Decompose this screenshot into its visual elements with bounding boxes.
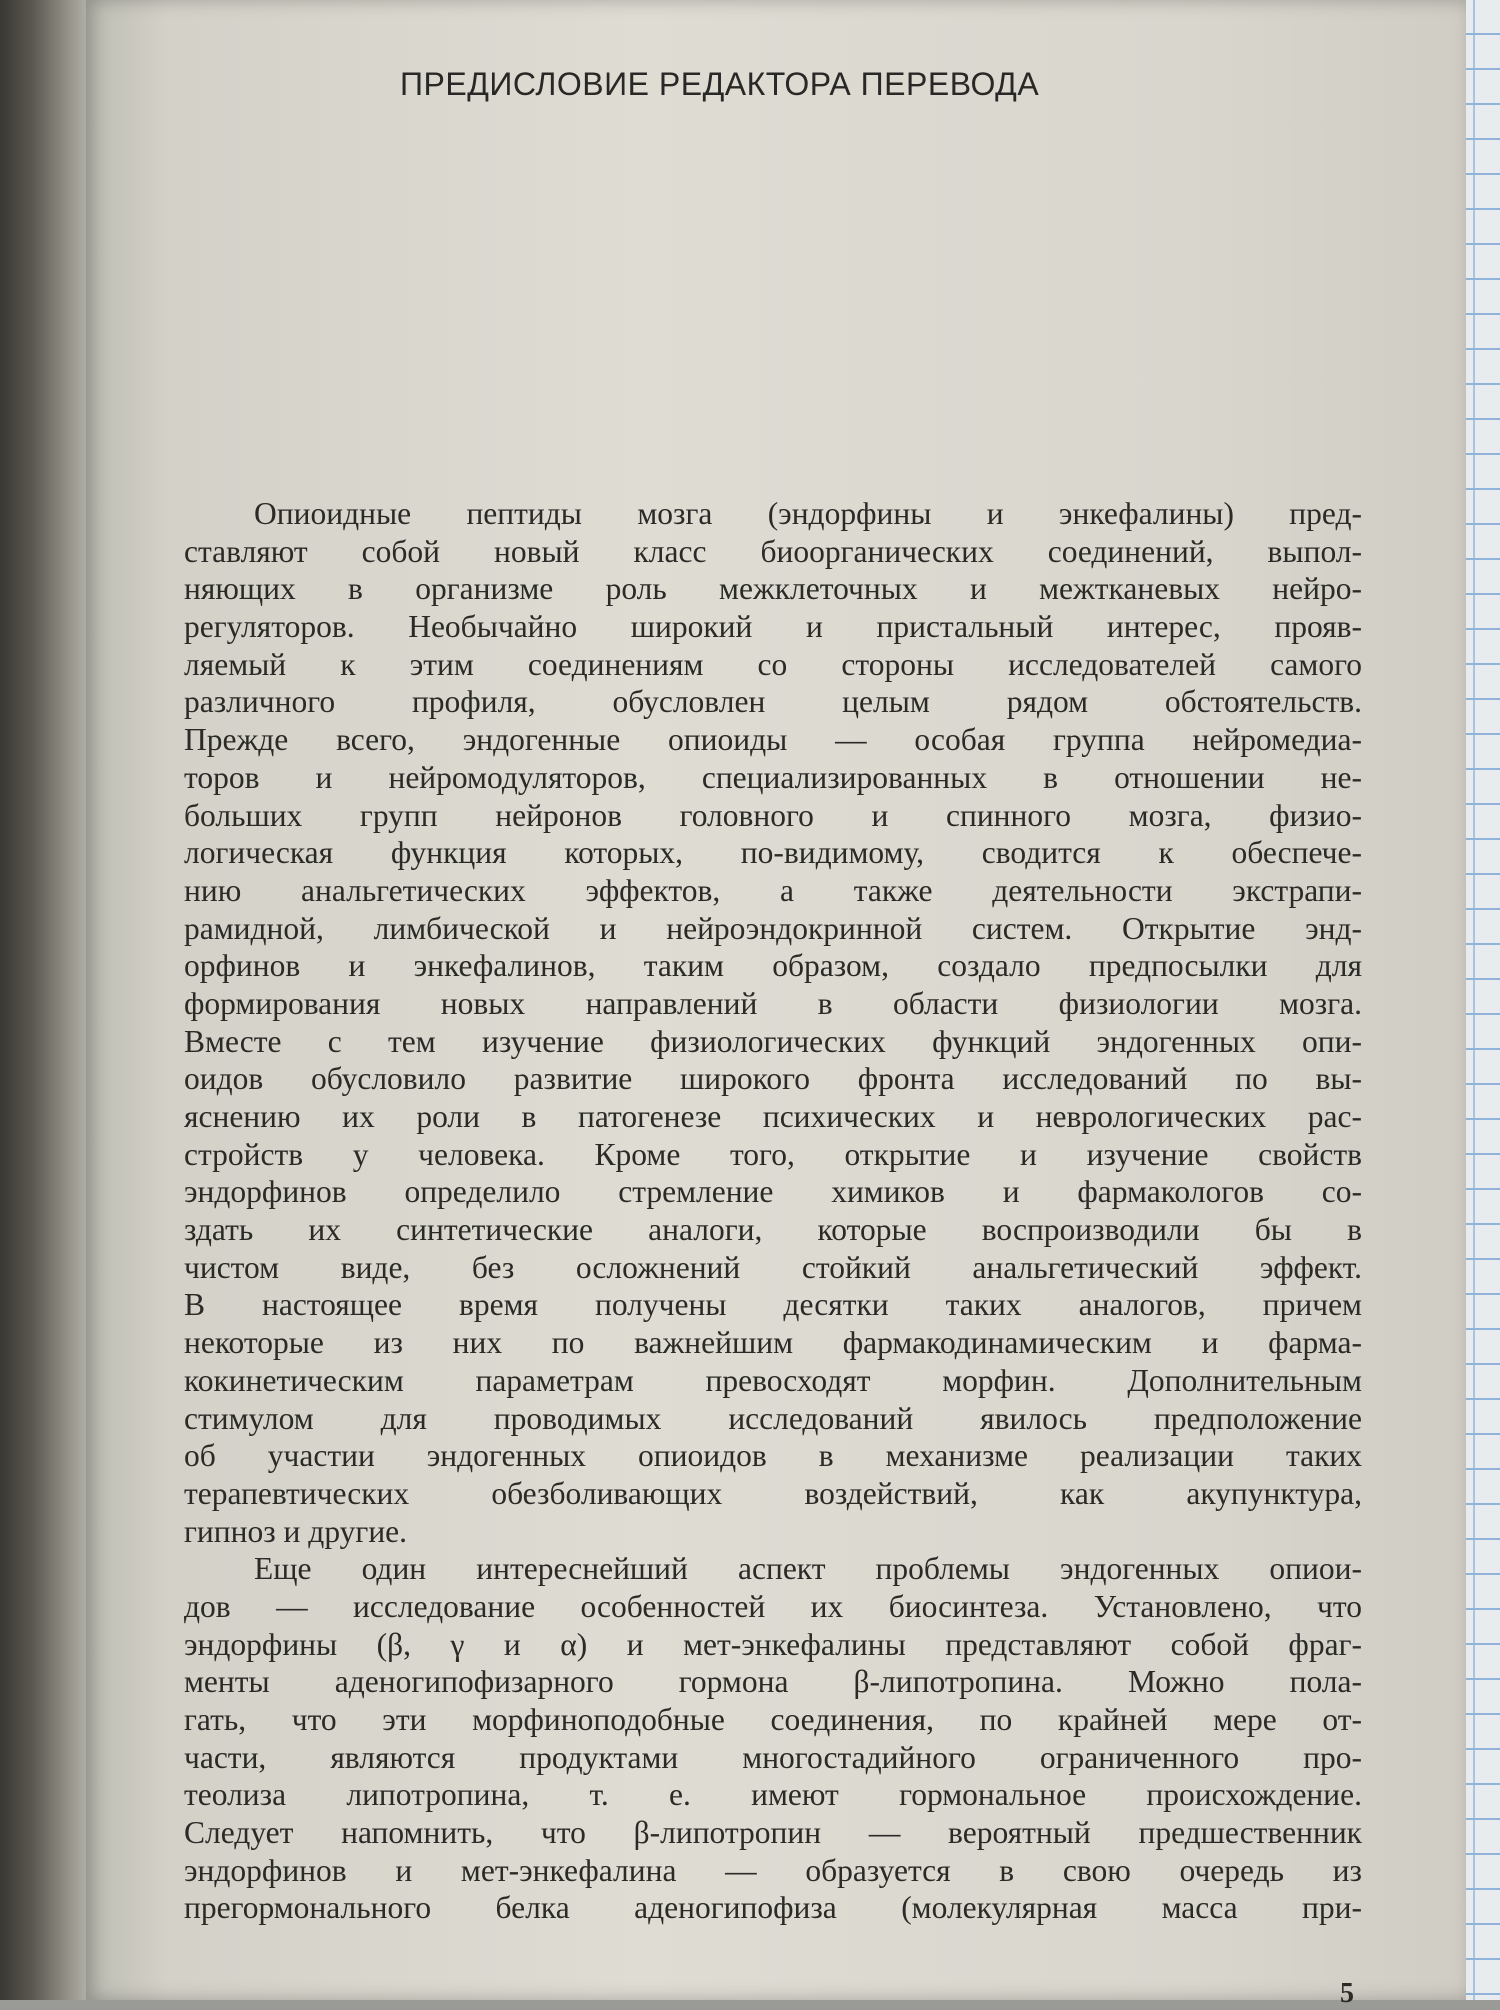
text-line: формирования новых направлений в области физиологии мозга. [184, 985, 1362, 1021]
text-line: Следует напомнить, что β-липотропин — вероятный предшественник [184, 1815, 1362, 1851]
text-line: кокинетическим параметрам превосходят морфин. Дополнительным [184, 1362, 1362, 1398]
book-spine-shadow [0, 0, 92, 2000]
text-line: регуляторов. Необычайно широкий и пристальный интерес, прояв- [184, 609, 1362, 645]
text-line: Опиоидные пептиды мозга (эндорфины и энкефалины) пред- [254, 496, 1362, 531]
text-line: части, являются продуктами многостадийного ограниченного про- [184, 1739, 1362, 1775]
text-line: орфинов и энкефалинов, таким образом, создало предпосылки для [184, 948, 1362, 984]
text-line: гипноз и другие. [184, 1513, 408, 1549]
text-line: торов и нейромодуляторов, специализированных в отношении не- [184, 759, 1362, 795]
text-line: яснению их роли в патогенезе психических и неврологических рас- [184, 1099, 1362, 1134]
text-line: оидов обусловило развитие широкого фронта исследований по вы- [184, 1061, 1362, 1097]
text-line: ляемый к этим соединениям со стороны исследователей самого [184, 646, 1362, 682]
text-line: стимулом для проводимых исследований явилось предположение [184, 1400, 1362, 1436]
text-line: логическая функция которых, по-видимому, сводится к обеспече- [184, 835, 1362, 871]
text-line: менты аденогипофизарного гормона β-липотропина. Можно пола- [184, 1664, 1362, 1700]
text-line: терапевтических обезболивающих воздействий, как акупунктура, [184, 1475, 1362, 1511]
page-number: 5 [1340, 1978, 1354, 2009]
text-line: стройств у человека. Кроме того, открытие и изучение свойств [184, 1136, 1362, 1172]
text-line: дов — исследование особенностей их биосинтеза. Установлено, что [184, 1588, 1362, 1624]
text-line: ставляют собой новый класс биоорганических соединений, выпол- [184, 533, 1362, 569]
text-line: прегормонального белка аденогипофиза (молекулярная масса при- [184, 1890, 1362, 1926]
text-line: няющих в организме роль межклеточных и межтканевых нейро- [184, 571, 1362, 607]
text-line: Прежде всего, эндогенные опиоиды — особая группа нейромедиа- [184, 722, 1362, 758]
text-line: Вместе с тем изучение физиологических функций эндогенных опи- [184, 1023, 1362, 1059]
text-line: об участии эндогенных опиоидов в механизме реализации таких [184, 1438, 1362, 1474]
text-line: теолиза липотропина, т. е. имеют гормональное происхождение. [184, 1777, 1362, 1813]
text-line: здать их синтетические аналоги, которые воспроизводили бы в [184, 1212, 1362, 1248]
text-line: В настоящее время получены десятки таких аналогов, причем [184, 1287, 1362, 1323]
text-line: рамидной, лимбической и нейроэндокринной систем. Открытие энд- [184, 910, 1362, 946]
text-line: гать, что эти морфиноподобные соединения, по крайней мере от- [184, 1702, 1362, 1737]
text-line: эндорфинов определило стремление химиков и фармакологов со- [184, 1174, 1362, 1210]
text-line: Еще один интереснейший аспект проблемы эндогенных опиои- [254, 1551, 1362, 1587]
text-line: эндорфинов и мет-энкефалина — образуется в свою очередь из [184, 1852, 1362, 1888]
text-line: эндорфины (β, γ и α) и мет-энкефалины представляют собой фраг- [184, 1626, 1362, 1662]
text-line: чистом виде, без осложнений стойкий анальгетический эффект. [184, 1249, 1362, 1285]
page-title: ПРЕДИСЛОВИЕ РЕДАКТОРА ПЕРЕВОДА [400, 66, 1040, 102]
text-line: различного профиля, обусловлен целым рядом обстоятельств. [184, 684, 1362, 720]
body-text [184, 495, 1362, 1927]
text-line: больших групп нейронов головного и спинного мозга, физио- [184, 797, 1362, 833]
text-line: некоторые из них по важнейшим фармакодинамическим и фарма- [184, 1325, 1362, 1361]
text-line: нию анальгетических эффектов, а также деятельности экстрапи- [184, 872, 1362, 908]
